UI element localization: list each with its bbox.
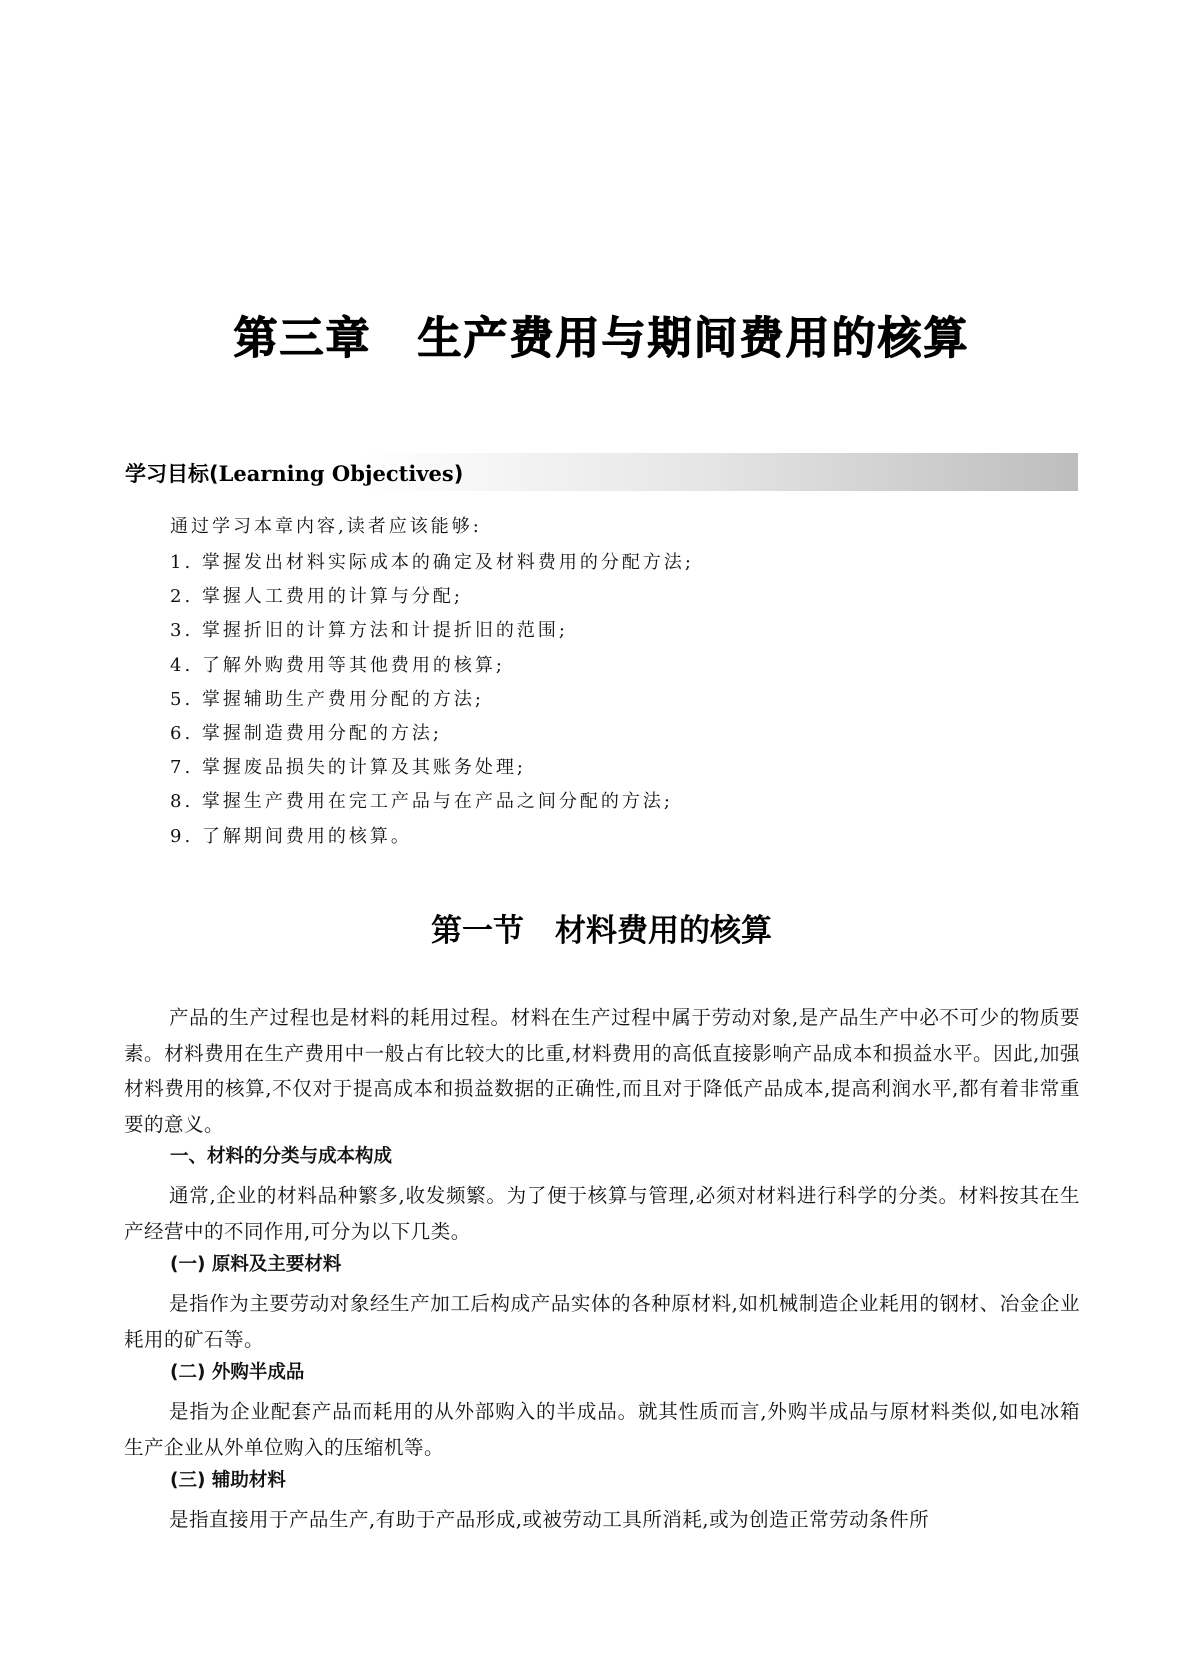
subsection-heading: (二) 外购半成品 bbox=[170, 1362, 305, 1383]
body-paragraph: 是指作为主要劳动对象经生产加工后构成产品实体的各种原材料,如机械制造企业耗用的钢材、冶金企业耗用的矿石等。 bbox=[124, 1292, 1080, 1351]
objective-item: 5. 掌握辅助生产费用分配的方法; bbox=[170, 688, 484, 710]
objective-item: 7. 掌握废品损失的计算及其账务处理; bbox=[170, 757, 526, 779]
objectives-heading bbox=[125, 458, 463, 488]
objective-item: 2. 掌握人工费用的计算与分配; bbox=[170, 586, 463, 608]
objective-item: 8. 掌握生产费用在完工产品与在产品之间分配的方法; bbox=[170, 791, 673, 813]
objective-item: 3. 掌握折旧的计算方法和计提折旧的范围; bbox=[170, 620, 568, 642]
body-paragraph: 是指直接用于产品生产,有助于产品形成,或被劳动工具所消耗,或为创造正常劳动条件所 bbox=[169, 1508, 930, 1531]
objective-item: 9. 了解期间费用的核算。 bbox=[170, 825, 412, 847]
objectives-list bbox=[170, 546, 694, 854]
objectives-heading-close: ) bbox=[453, 462, 464, 486]
section-title: 第一节 材料费用的核算 bbox=[431, 913, 772, 949]
objectives-heading-cn: 学习目标( bbox=[125, 462, 219, 486]
objectives-heading-en: Learning Objectives bbox=[218, 461, 454, 486]
body-paragraph: 是指为企业配套产品而耗用的从外部购入的半成品。就其性质而言,外购半成品与原材料类似,如电冰箱生产企业从外单位购入的压缩机等。 bbox=[124, 1400, 1080, 1459]
body-paragraph: 产品的生产过程也是材料的耗用过程。材料在生产过程中属于劳动对象,是产品生产中必不可少的物质要素。材料费用在生产费用中一般占有比较大的比重,材料费用的高低直接影响产品成本和损益水平。因此,加强材料费用的核算,不仅对于提高成本和损益数据的正确性,而且对于降低产品成本,提高利润水平,都有着非常重要的意义。 bbox=[124, 1006, 1080, 1136]
objective-item: 4. 了解外购费用等其他费用的核算; bbox=[170, 654, 505, 676]
chapter-title: 第三章 生产费用与期间费用的核算 bbox=[233, 313, 970, 364]
objectives-intro: 通过学习本章内容,读者应该能够: bbox=[170, 516, 482, 537]
objective-item: 6. 掌握制造费用分配的方法; bbox=[170, 722, 442, 744]
objective-item: 1. 掌握发出材料实际成本的确定及材料费用的分配方法; bbox=[170, 552, 694, 573]
subsection-heading: (三) 辅助材料 bbox=[170, 1470, 286, 1491]
subsection-heading: 一、材料的分类与成本构成 bbox=[170, 1146, 393, 1167]
subsection-heading: (一) 原料及主要材料 bbox=[170, 1254, 342, 1275]
body-paragraph: 通常,企业的材料品种繁多,收发频繁。为了便于核算与管理,必须对材料进行科学的分类。材料按其在生产经营中的不同作用,可分为以下几类。 bbox=[124, 1184, 1080, 1243]
